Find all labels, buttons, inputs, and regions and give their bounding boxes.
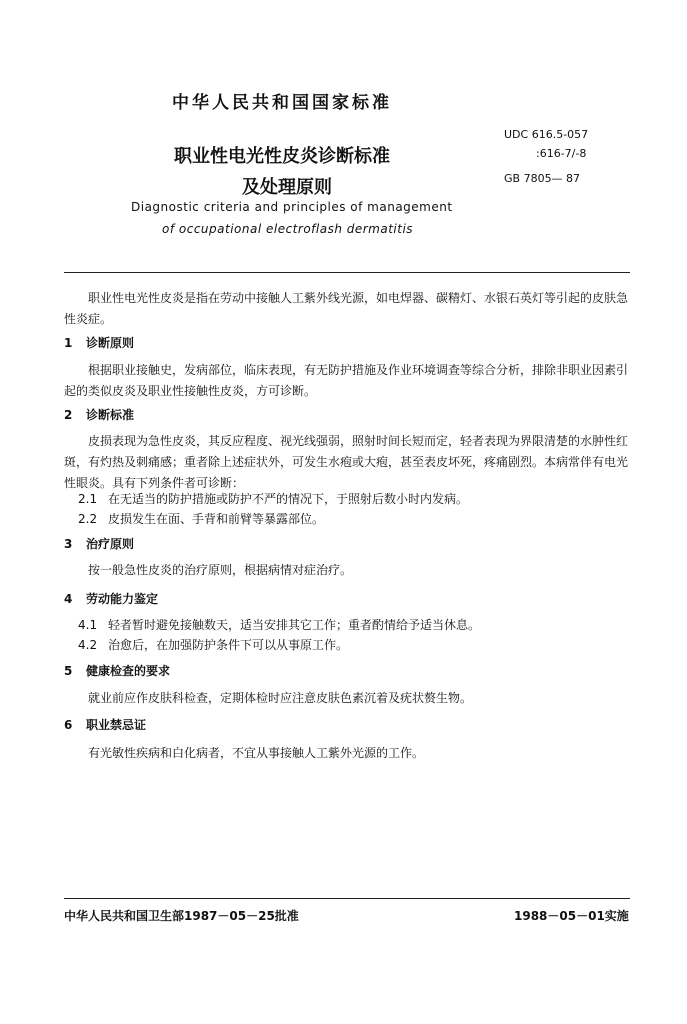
section-title: 职业禁忌证 <box>86 718 147 732</box>
effective-date: 1988－05－01实施 <box>514 909 629 923</box>
section-text: 根据职业接触史，发病部位，临床表现，有无防护措施及作业环境调查等综合分析，排除非职业因素引起的类似皮炎及职业性接触性皮炎，方可诊断。 <box>64 363 629 398</box>
section-heading <box>64 662 170 679</box>
item-number: 4.2 <box>78 638 98 652</box>
section-number: 6 <box>64 718 73 732</box>
section-heading <box>64 406 134 423</box>
section-title: 劳动能力鉴定 <box>86 592 159 606</box>
section-heading <box>64 716 146 733</box>
english-title-line-2: of occupational electroflash dermatitis <box>162 222 414 236</box>
section-number: 2 <box>64 408 73 422</box>
approval-date: 中华人民共和国卫生部1987－05－25批准 <box>64 909 299 923</box>
section-text: 按一般急性皮炎的治疗原则，根据病情对症治疗。 <box>88 563 353 577</box>
item-text: 轻者暂时避免接触数天，适当安排其它工作；重者酌情给予适当休息。 <box>108 618 481 632</box>
english-title-line-1: Diagnostic criteria and principles of management <box>131 200 453 214</box>
list-item <box>78 636 348 653</box>
section-heading <box>64 535 134 552</box>
item-text: 治愈后，在加强防护条件下可以从事原工作。 <box>108 638 349 652</box>
section-title: 健康检查的要求 <box>86 664 171 678</box>
item-text: 皮损发生在面、手背和前臂等暴露部位。 <box>108 512 325 526</box>
item-number: 2.1 <box>78 492 98 506</box>
intro-paragraph: 职业性电光性皮炎是指在劳动中接触人工紫外线光源，如电焊器、碳精灯、水银石英灯等引起的皮肤急性炎症。 <box>64 291 629 326</box>
section-title: 诊断标准 <box>86 408 135 422</box>
section-title: 诊断原则 <box>86 336 135 350</box>
footer-divider <box>64 898 630 899</box>
list-item <box>78 510 324 527</box>
section-text: 皮损表现为急性皮炎，其反应程度、视光线强弱，照射时间长短而定，轻者表现为界限清楚的水肿性红斑，有灼热及刺痛感；重者除上述症状外，可发生水疱或大疱，甚至表皮坏死，疼痛剧烈。本病常伴有电光性眼炎。具有下列条件者可诊断： <box>64 434 629 490</box>
gb-code: GB 7805— 87 <box>504 172 581 185</box>
item-text: 在无适当的防护措施或防护不严的情况下，于照射后数小时内发病。 <box>108 492 469 506</box>
section-number: 1 <box>64 336 73 350</box>
udc-code-2: :616-7/-8 <box>536 147 587 160</box>
header-divider <box>64 272 630 273</box>
section-text: 有光敏性疾病和白化病者，不宜从事接触人工紫外光源的工作。 <box>88 746 425 760</box>
national-standard-heading: 中华人民共和国国家标准 <box>172 93 392 113</box>
section-title: 治疗原则 <box>86 537 135 551</box>
item-number: 4.1 <box>78 618 98 632</box>
item-number: 2.2 <box>78 512 98 526</box>
list-item <box>78 490 468 507</box>
section-text: 就业前应作皮肤科检查，定期体检时应注意皮肤色素沉着及疣状赘生物。 <box>88 691 473 705</box>
section-number: 3 <box>64 537 73 551</box>
section-heading <box>64 334 134 351</box>
udc-code-1: UDC 616.5-057 <box>504 128 589 141</box>
section-number: 4 <box>64 592 73 606</box>
list-item <box>78 616 480 633</box>
title-line-2: 及处理原则 <box>242 177 332 198</box>
section-heading <box>64 590 158 607</box>
section-number: 5 <box>64 664 73 678</box>
title-line-1: 职业性电光性皮炎诊断标准 <box>174 146 390 167</box>
